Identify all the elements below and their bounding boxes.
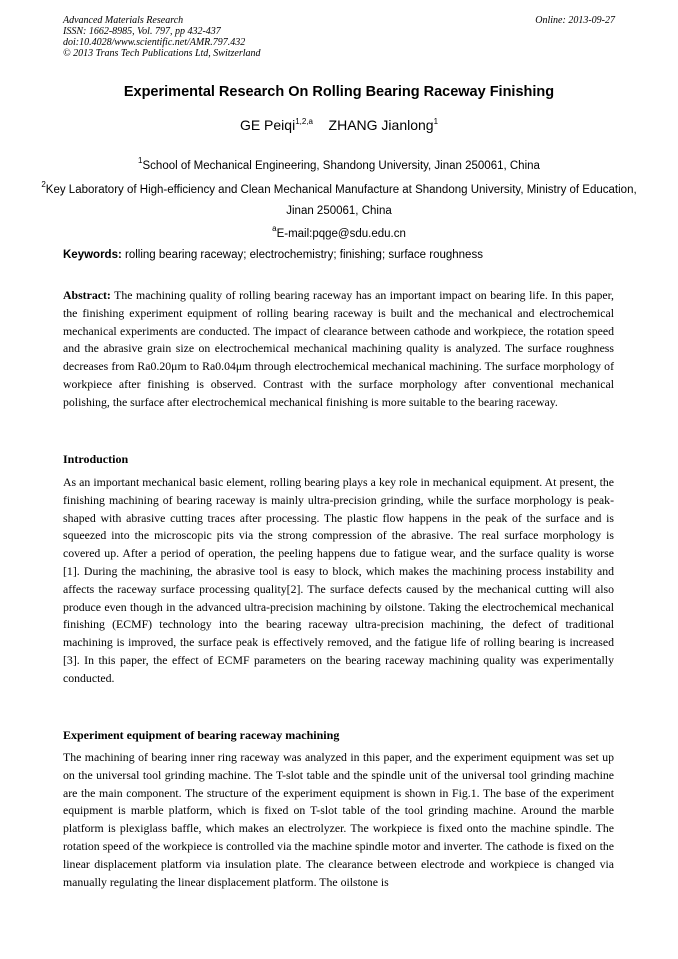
affiliation-2 <box>40 174 638 222</box>
keywords-text: rolling bearing raceway; electrochemistry; finishing; surface roughness <box>125 249 483 261</box>
doi-line[interactable]: doi:10.4028/www.scientific.net/AMR.797.432 <box>63 37 246 48</box>
author-line <box>30 117 648 133</box>
section-heading-introduction: Introduction <box>63 452 129 466</box>
affiliation-superscript: 2 <box>41 180 46 189</box>
affiliation-text: Key Laboratory of High-efficiency and Clean Mechanical Manufacture at Shandong University, Ministry of Education, Jinan 250061, China <box>45 184 637 217</box>
affiliation-text: School of Mechanical Engineering, Shandong University, Jinan 250061, China <box>142 160 540 172</box>
affiliation-email <box>40 218 638 245</box>
abstract-label: Abstract: <box>63 288 111 302</box>
copyright-line: © 2013 Trans Tech Publications Ltd, Switzerland <box>63 48 261 59</box>
section-heading-equipment: Experiment equipment of bearing raceway machining <box>63 728 340 742</box>
abstract-text: The machining quality of rolling bearing raceway has an important impact on bearing life. In this paper, the finishing experiment equipment of rolling bearing raceway is built and the mechanical and electrochemical mechanical experiments are conducted. The impact of clearance between cathode and workpiece, the rotation speed and the abrasive grain size on electrochemical mechanical machining quality is analyzed. The surface roughness decreases from Ra0.20μm to Ra0.04μm through electrochemical mechanical machining. The surface morphology of workpiece after finishing is observed. Contrast with the surface morphology after conventional mechanical polishing, the surface after electrochemical mechanical finishing is more suitable to the bearing raceway. <box>63 288 614 409</box>
author-name: GE Peiqi <box>239 117 296 133</box>
journal-name: Advanced Materials Research <box>63 15 184 26</box>
author-name: ZHANG Jianlong <box>328 117 434 133</box>
email-address[interactable]: E-mail:pqge@sdu.edu.cn <box>276 228 406 240</box>
email-superscript: a <box>272 224 277 233</box>
author-superscript: 1 <box>433 117 439 126</box>
affiliation-1 <box>40 150 638 177</box>
keywords-label: Keywords: <box>63 249 122 261</box>
issn-line: ISSN: 1662-8985, Vol. 797, pp 432-437 <box>63 26 221 37</box>
paper-title: Experimental Research On Rolling Bearing Raceway Finishing <box>123 84 555 100</box>
keywords <box>63 249 615 261</box>
online-date: Online: 2013-09-27 <box>535 15 615 26</box>
abstract <box>63 287 614 412</box>
affiliation-superscript: 1 <box>138 156 143 165</box>
introduction-paragraph: As an important mechanical basic element, rolling bearing plays a key role in mechanical equipment. At present, the finishing machining of bearing raceway is mainly ultra-precision grinding, while the surface morphology is peak-shaped with abrasive cutting traces after processing. The plastic flow happens in the peak of the surface and is squeezed into the microscopic pits via the strong compression of the abrasive. The real surface morphology is covered up. After a period of operation, the peeling happens due to fatigue wear, and the surface quality is worse [1]. During the machining, the abrasive tool is easy to block, which makes the machining process instability and affects the raceway surface processing quality[2]. The surface defects caused by the mechanical cutting will also produce even though in the advanced ultra-precision machining by oilstone. Taking the electrochemical mechanical finishing (ECMF) technology into the bearing raceway ultra-precision machining, the defect of traditional machining is improved, the surface peak is effectively removed, and the fatigue life of rolling bearing is increased [3]. In this paper, the effect of ECMF parameters on the bearing raceway machining quality was experimentally conducted. <box>63 475 614 685</box>
journal-header <box>63 15 615 59</box>
author-superscript: 1,2,a <box>295 117 313 126</box>
equipment-paragraph: The machining of bearing inner ring raceway was analyzed in this paper, and the experiment equipment was set up on the universal tool grinding machine. The T-slot table and the spindle unit of the universal tool grinding machine are the main component. The structure of the experiment equipment is shown in Fig.1. The base of the experiment equipment is marble platform, which is fixed on T-slot table of the tool grinding machine. Around the marble platform is plexiglass baffle, which makes an electrolyzer. The workpiece is fixed onto the machine spindle. The rotation speed of the workpiece is controlled via the machine spindle motor and inverter. The cathode is fixed on the linear displacement platform via insulation plate. The clearance between electrode and workpiece is changed via manually regulating the linear displacement platform. The oilstone is <box>63 750 614 889</box>
